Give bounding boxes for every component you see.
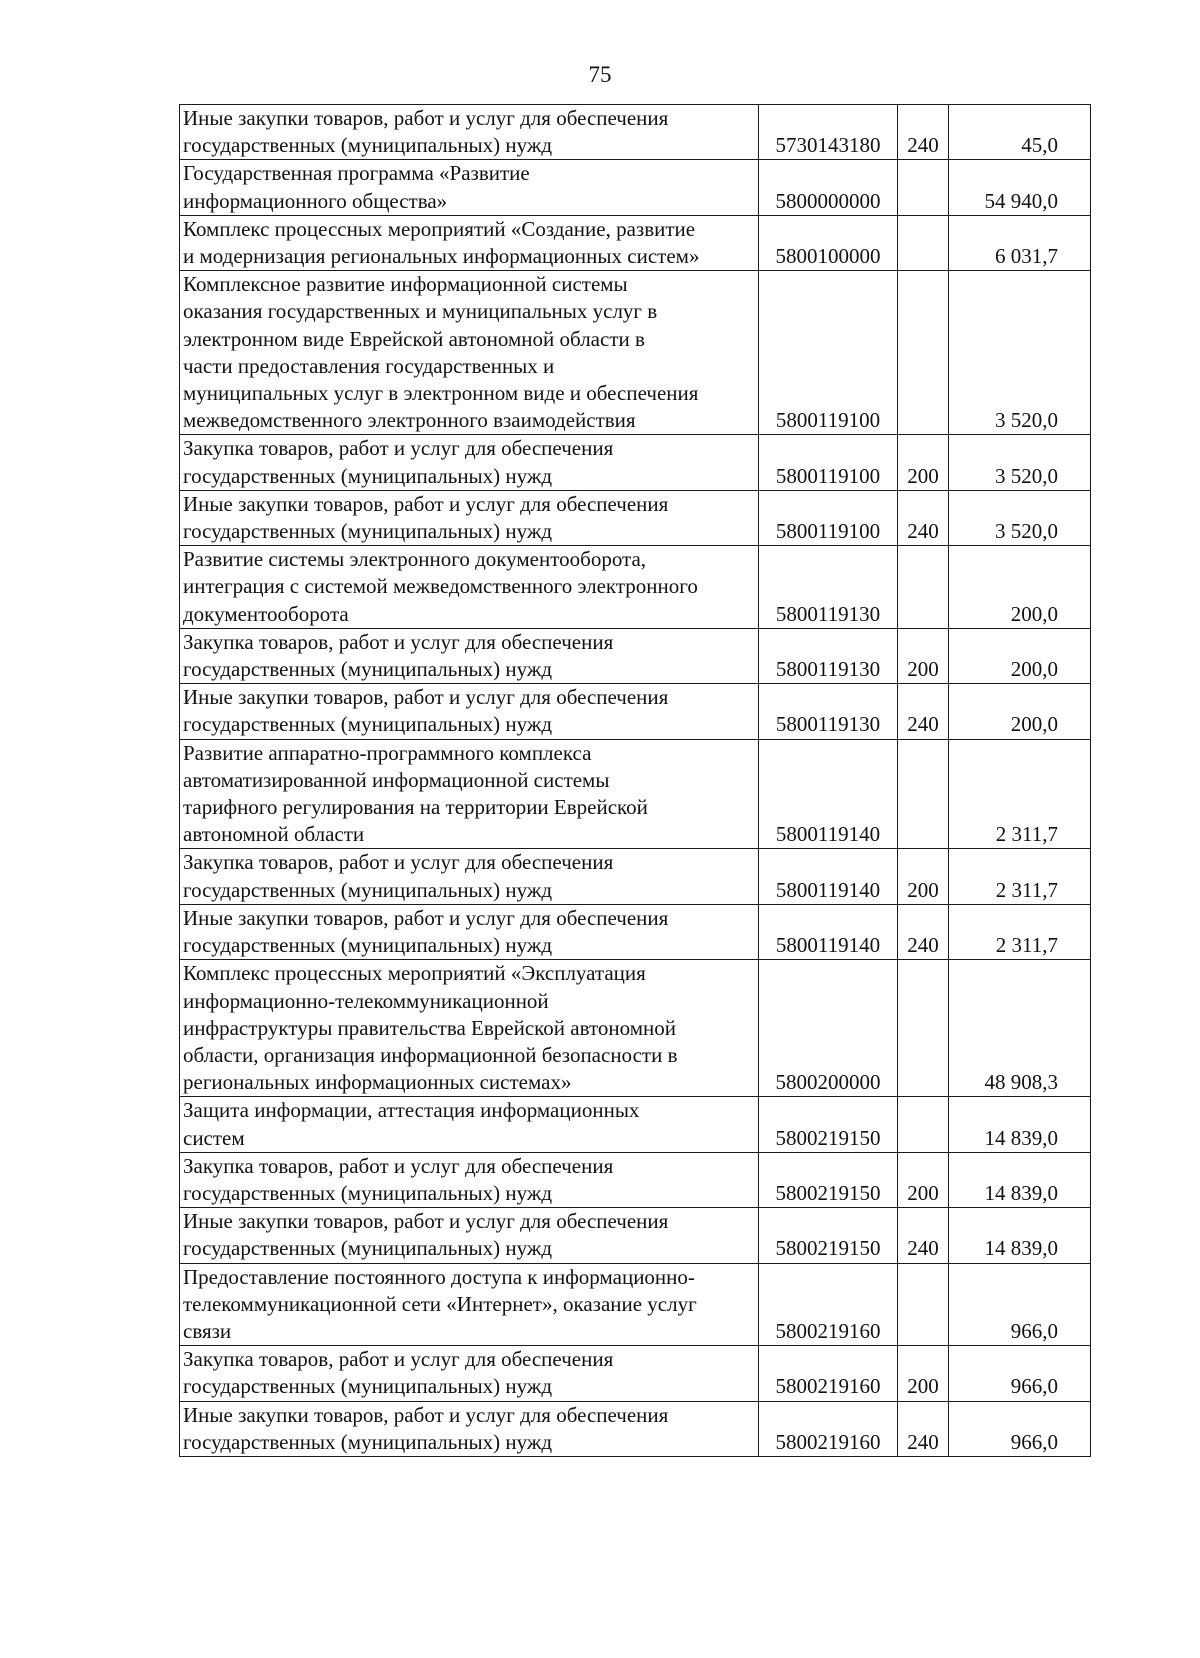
row-amount-cell: 48 908,3 xyxy=(949,960,1091,1097)
row-name-line: государственных (муниципальных) нужд xyxy=(183,1236,553,1261)
row-name-line: государственных (муниципальных) нужд xyxy=(183,519,553,544)
row-name-cell xyxy=(180,628,759,683)
row-code-cell: 5800219160 xyxy=(759,1346,898,1401)
row-name-line: государственных (муниципальных) нужд xyxy=(183,463,553,488)
row-name-line: Комплексное развитие информационной системы xyxy=(183,272,628,297)
row-code-cell: 5800219150 xyxy=(759,1097,898,1152)
row-code-cell: 5800119130 xyxy=(759,628,898,683)
row-name-line: информационного общества» xyxy=(183,188,448,213)
row-type-cell: 200 xyxy=(898,1346,949,1401)
row-amount-cell: 3 520,0 xyxy=(949,490,1091,545)
row-name-cell xyxy=(180,490,759,545)
row-code-cell: 5800000000 xyxy=(759,160,898,215)
row-amount-cell: 2 311,7 xyxy=(949,849,1091,904)
row-name-line: Иные закупки товаров, работ и услуг для обеспечения xyxy=(183,1402,669,1427)
row-type-cell: 200 xyxy=(898,1152,949,1207)
table-row xyxy=(180,904,1091,959)
table-row xyxy=(180,849,1091,904)
row-name-line: информационно-телекоммуникационной xyxy=(183,988,549,1013)
page-number: 75 xyxy=(588,62,612,87)
row-name-line: межведомственного электронного взаимодействия xyxy=(183,408,636,433)
row-name-line: Государственная программа «Развитие xyxy=(183,161,530,186)
table-row xyxy=(180,1401,1091,1456)
row-code-cell: 5800200000 xyxy=(759,960,898,1097)
row-name-cell xyxy=(180,435,759,490)
row-amount-cell: 14 839,0 xyxy=(949,1208,1091,1263)
table-row xyxy=(180,628,1091,683)
row-name-line: части предоставления государственных и xyxy=(183,353,555,378)
row-amount-cell: 14 839,0 xyxy=(949,1152,1091,1207)
row-name-line: Развитие системы электронного документооборота, xyxy=(183,547,647,572)
row-code-cell: 5730143180 xyxy=(759,105,898,160)
row-code-cell: 5800119100 xyxy=(759,271,898,435)
row-name-line: автономной области xyxy=(183,822,365,847)
row-code-cell: 5800119140 xyxy=(759,849,898,904)
row-name-line: тарифного регулирования на территории Еврейской xyxy=(183,795,648,820)
row-name-line: и модернизация региональных информационных систем» xyxy=(183,244,700,269)
table-row xyxy=(180,1263,1091,1346)
row-name-cell xyxy=(180,546,759,629)
row-amount-cell: 45,0 xyxy=(949,105,1091,160)
row-name-line: Комплекс процессных мероприятий «Создание, развитие xyxy=(183,216,696,241)
row-type-cell: 200 xyxy=(898,435,949,490)
row-name-cell xyxy=(180,105,759,160)
row-name-line: Комплекс процессных мероприятий «Эксплуатация xyxy=(183,961,646,986)
row-name-line: Предоставление постоянного доступа к информационно- xyxy=(183,1264,695,1289)
row-name-cell xyxy=(180,684,759,739)
table-row xyxy=(180,1346,1091,1401)
row-name-line: Иные закупки товаров, работ и услуг для обеспечения xyxy=(183,685,669,710)
row-amount-cell: 14 839,0 xyxy=(949,1097,1091,1152)
table-row xyxy=(180,435,1091,490)
row-code-cell: 5800119130 xyxy=(759,546,898,629)
row-code-cell: 5800119100 xyxy=(759,435,898,490)
row-name-line: Закупка товаров, работ и услуг для обеспечения xyxy=(183,436,614,461)
row-name-line: Закупка товаров, работ и услуг для обеспечения xyxy=(183,629,614,654)
row-amount-cell: 54 940,0 xyxy=(949,160,1091,215)
row-amount-cell: 200,0 xyxy=(949,546,1091,629)
row-name-line: муниципальных услуг в электронном виде и обеспечения xyxy=(183,381,699,406)
row-name-cell xyxy=(180,1208,759,1263)
row-code-cell: 5800219160 xyxy=(759,1263,898,1346)
row-name-cell xyxy=(180,1401,759,1456)
row-type-cell: 240 xyxy=(898,1208,949,1263)
table-row xyxy=(180,546,1091,629)
row-name-line: оказания государственных и муниципальных услуг в xyxy=(183,299,658,324)
row-name-line: Закупка товаров, работ и услуг для обеспечения xyxy=(183,850,614,875)
row-name-cell xyxy=(180,1097,759,1152)
row-name-line: электронном виде Еврейской автономной области в xyxy=(183,326,645,351)
table-row xyxy=(180,215,1091,270)
row-name-line: области, организация информационной безопасности в xyxy=(183,1042,678,1067)
row-name-cell xyxy=(180,271,759,435)
row-name-line: Защита информации, аттестация информационных xyxy=(183,1098,640,1123)
row-name-line: Закупка товаров, работ и услуг для обеспечения xyxy=(183,1153,614,1178)
row-type-cell: 200 xyxy=(898,628,949,683)
row-name-line: Иные закупки товаров, работ и услуг для обеспечения xyxy=(183,1209,669,1234)
row-name-line: телекоммуникационной сети «Интернет», оказание услуг xyxy=(183,1291,697,1316)
row-type-cell: 240 xyxy=(898,904,949,959)
row-name-line: автоматизированной информационной системы xyxy=(183,767,610,792)
table-row xyxy=(180,1097,1091,1152)
row-name-line: Развитие аппаратно-программного комплекса xyxy=(183,740,592,765)
row-name-cell xyxy=(180,1346,759,1401)
row-type-cell xyxy=(898,160,949,215)
row-name-cell xyxy=(180,1263,759,1346)
row-name-cell xyxy=(180,904,759,959)
row-name-line: государственных (муниципальных) нужд xyxy=(183,877,553,902)
row-amount-cell: 966,0 xyxy=(949,1401,1091,1456)
row-type-cell xyxy=(898,215,949,270)
row-name-line: государственных (муниципальных) нужд xyxy=(183,133,553,158)
table-row xyxy=(180,105,1091,160)
row-name-cell xyxy=(180,215,759,270)
budget-table-body xyxy=(180,105,1091,1457)
row-amount-cell: 2 311,7 xyxy=(949,739,1091,849)
row-amount-cell: 3 520,0 xyxy=(949,435,1091,490)
row-amount-cell: 966,0 xyxy=(949,1263,1091,1346)
row-amount-cell: 966,0 xyxy=(949,1346,1091,1401)
row-code-cell: 5800119140 xyxy=(759,739,898,849)
row-amount-cell: 2 311,7 xyxy=(949,904,1091,959)
row-type-cell xyxy=(898,271,949,435)
row-name-cell xyxy=(180,849,759,904)
row-name-line: Иные закупки товаров, работ и услуг для обеспечения xyxy=(183,106,669,130)
row-name-line: государственных (муниципальных) нужд xyxy=(183,933,553,958)
row-name-line: государственных (муниципальных) нужд xyxy=(183,1374,553,1399)
row-amount-cell: 200,0 xyxy=(949,628,1091,683)
table-row xyxy=(180,490,1091,545)
row-name-line: Иные закупки товаров, работ и услуг для обеспечения xyxy=(183,491,669,516)
budget-table xyxy=(179,104,1091,1457)
row-type-cell xyxy=(898,960,949,1097)
row-name-line: интеграция с системой межведомственного электронного xyxy=(183,574,698,599)
row-type-cell: 240 xyxy=(898,490,949,545)
row-code-cell: 5800119130 xyxy=(759,684,898,739)
row-type-cell xyxy=(898,1097,949,1152)
row-name-line: региональных информационных системах» xyxy=(183,1070,572,1095)
row-name-cell xyxy=(180,160,759,215)
row-type-cell: 200 xyxy=(898,849,949,904)
row-code-cell: 5800119140 xyxy=(759,904,898,959)
row-code-cell: 5800219150 xyxy=(759,1152,898,1207)
row-name-line: инфраструктуры правительства Еврейской автономной xyxy=(183,1015,677,1040)
table-row xyxy=(180,160,1091,215)
row-name-line: связи xyxy=(183,1318,232,1343)
row-type-cell: 240 xyxy=(898,105,949,160)
table-row xyxy=(180,271,1091,435)
table-row xyxy=(180,960,1091,1097)
row-type-cell: 240 xyxy=(898,1401,949,1456)
row-type-cell xyxy=(898,1263,949,1346)
row-name-line: государственных (муниципальных) нужд xyxy=(183,657,553,682)
table-row xyxy=(180,1208,1091,1263)
table-row xyxy=(180,684,1091,739)
row-name-line: государственных (муниципальных) нужд xyxy=(183,1180,553,1205)
row-type-cell xyxy=(898,739,949,849)
row-code-cell: 5800219150 xyxy=(759,1208,898,1263)
row-amount-cell: 3 520,0 xyxy=(949,271,1091,435)
row-name-line: документооборота xyxy=(183,601,349,626)
table-row xyxy=(180,739,1091,849)
row-amount-cell: 6 031,7 xyxy=(949,215,1091,270)
row-type-cell: 240 xyxy=(898,684,949,739)
row-name-cell xyxy=(180,739,759,849)
row-name-line: Иные закупки товаров, работ и услуг для обеспечения xyxy=(183,905,669,930)
row-name-line: государственных (муниципальных) нужд xyxy=(183,1429,553,1454)
row-name-line: Закупка товаров, работ и услуг для обеспечения xyxy=(183,1347,614,1372)
row-name-line: систем xyxy=(183,1125,245,1150)
row-name-line: государственных (муниципальных) нужд xyxy=(183,712,553,737)
row-amount-cell: 200,0 xyxy=(949,684,1091,739)
row-code-cell: 5800100000 xyxy=(759,215,898,270)
row-name-cell xyxy=(180,1152,759,1207)
row-code-cell: 5800219160 xyxy=(759,1401,898,1456)
row-name-cell xyxy=(180,960,759,1097)
row-type-cell xyxy=(898,546,949,629)
table-row xyxy=(180,1152,1091,1207)
row-code-cell: 5800119100 xyxy=(759,490,898,545)
